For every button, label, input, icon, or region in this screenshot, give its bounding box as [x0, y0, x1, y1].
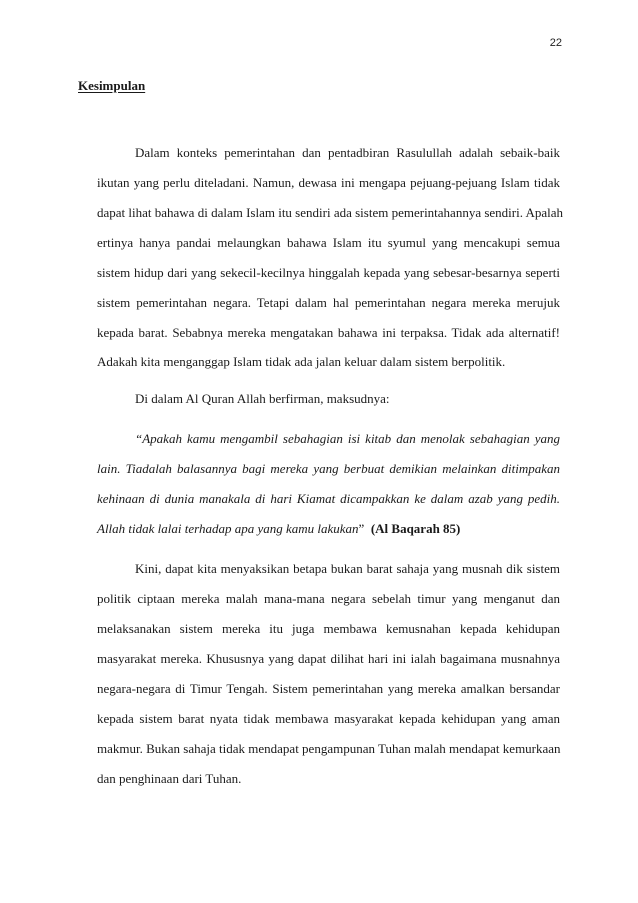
quote-line-last — [97, 521, 560, 537]
text-line: melaksanakan sistem mereka itu juga membawa kemusnahan kepada kehidupan — [97, 621, 560, 636]
text-line: negara-negara di Timur Tengah. Sistem pemerintahan yang mereka amalkan bersandar — [97, 681, 560, 696]
text-line: masyarakat mereka. Khususnya yang dapat dilihat hari ini ialah bagaimana musnahnya — [97, 651, 560, 666]
text-line: dapat lihat bahawa di dalam Islam itu sendiri ada sistem pemerintahannya sendiri. Apalah — [97, 205, 564, 220]
page-number: 22 — [549, 37, 562, 49]
text-line: dan penghinaan dari Tuhan. — [97, 771, 242, 786]
quote-citation: (Al Baqarah 85) — [370, 521, 461, 536]
quote-text: Allah tidak lalai terhadap apa yang kamu lakukan — [97, 521, 359, 536]
quote-line: lain. Tiadalah balasannya bagi mereka yang berbuat demikian melainkan ditimpakan — [97, 461, 560, 476]
quote-line: “Apakah kamu mengambil sebahagian isi kitab dan menolak sebahagian yang — [135, 431, 560, 446]
text-line: kepada barat. Sebabnya mereka mengatakan bahawa ini terpaksa. Tidak ada alternatif! — [97, 325, 560, 340]
text-line: Adakah kita menganggap Islam tidak ada jalan keluar dalam sistem berpolitik. — [97, 354, 506, 369]
text-line: ertinya hanya pandai melaungkan bahawa Islam itu syumul yang mencakupi semua — [97, 235, 560, 250]
text-line: sistem hidup dari yang sekecil-kecilnya hinggalah kepada yang sebesar-besarnya seperti — [97, 265, 560, 280]
text-line: sistem pemerintahan negara. Tetapi dalam hal pemerintahan negara mereka merujuk — [97, 295, 560, 310]
text-line: ikutan yang perlu diteladani. Namun, dewasa ini mengapa pejuang-pejuang Islam tidak — [97, 175, 560, 190]
text-line: makmur. Bukan sahaja tidak mendapat pengampunan Tuhan malah mendapat kemurkaan — [97, 741, 561, 756]
text-line: Kini, dapat kita menyaksikan betapa bukan barat sahaja yang musnah dik sistem — [135, 561, 560, 576]
text-line: Dalam konteks pemerintahan dan pentadbiran Rasulullah adalah sebaik-baik — [135, 145, 560, 160]
text-line: politik ciptaan mereka malah mana-mana negara sebelah timur yang menganut dan — [97, 591, 560, 606]
quote-line: kehinaan di dunia manakala di hari Kiamat dicampakkan ke dalam azab yang pedih. — [97, 491, 560, 506]
section-heading: Kesimpulan — [78, 78, 146, 93]
text-line: kepada sistem barat nyata tidak membawa masyarakat kepada kehidupan yang aman — [97, 711, 560, 726]
quote-closing-mark: ” — [358, 521, 365, 536]
paragraph-2: Di dalam Al Quran Allah berfirman, maksudnya: — [135, 391, 390, 406]
